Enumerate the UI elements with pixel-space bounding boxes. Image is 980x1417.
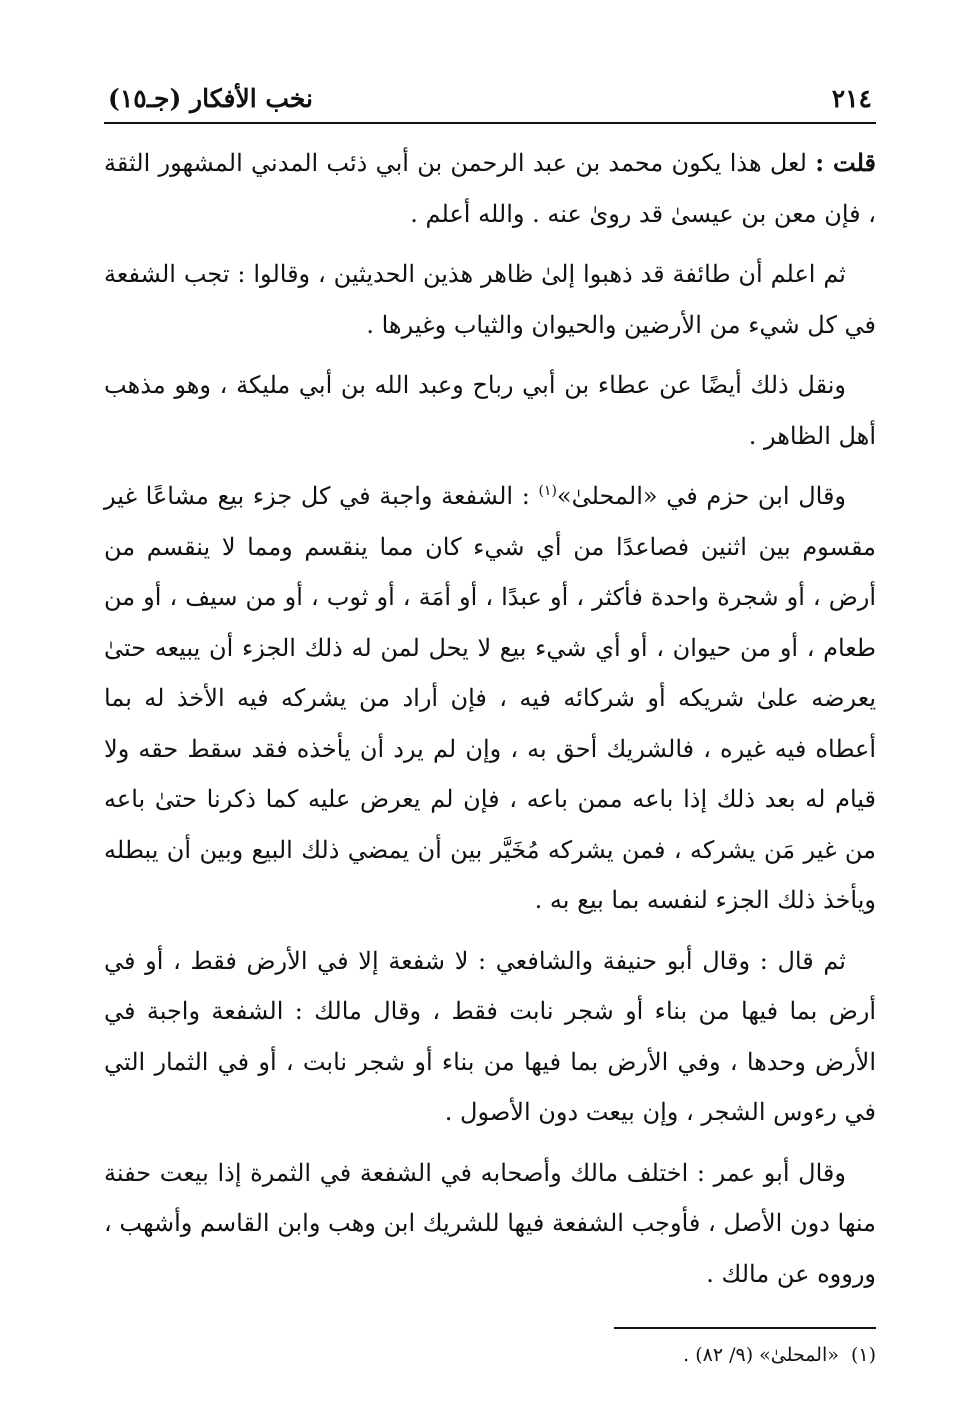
page-header <box>104 78 876 124</box>
paragraph-text: لعل هذا يكون محمد بن عبد الرحمن بن أبي ذئب المدني المشهور الثقة ، فإن معن بن عيسىٰ قد روىٰ عنه . والله أعلم . <box>104 149 876 228</box>
paragraph-4 <box>104 471 876 926</box>
paragraph-5: ثم قال : وقال أبو حنيفة والشافعي : لا شفعة إلا في الأرض فقط ، أو في أرض بما فيها من بناء أو شجر نابت فقط ، وقال مالك : الشفعة واجبة في الأرض وحدها ، وفي الأرض بما فيها من بناء أو شجر نابت ، أو في الثمار التي في رءوس الشجر ، وإن بيعت دون الأصول . <box>104 946 876 1126</box>
document-page <box>104 78 876 1378</box>
paragraph-text: وقال ابن حزم في «المحلىٰ» <box>556 482 847 510</box>
paragraph-3: ونقل ذلك أيضًا عن عطاء بن أبي رباح وعبد الله بن أبي مليكة ، وهو مذهب أهل الظاهر . <box>104 371 876 450</box>
footnote-reference: (١) <box>538 483 557 499</box>
footnote <box>104 1341 876 1369</box>
paragraph-1 <box>104 138 876 239</box>
paragraph-6: وقال أبو عمر : اختلف مالك وأصحابه في الشفعة في الثمرة إذا بيعت حفنة منها دون الأصل ، فأوجب الشفعة فيها للشريك ابن وهب وابن القاسم وأشهب ، ورووه عن مالك . <box>104 1158 876 1288</box>
book-title: نخب الأفكار (جـ١٥) <box>108 84 314 113</box>
footnote-text: «المحلىٰ» (٩/ ٨٢) . <box>683 1344 839 1366</box>
paragraph-2: ثم اعلم أن طائفة قد ذهبوا إلىٰ ظاهر هذين الحديثين ، وقالوا : تجب الشفعة في كل شيء من الأرضين والحيوان والثياب وغيرها . <box>104 260 876 339</box>
page-number: ٢١٤ <box>831 84 872 113</box>
footnote-divider <box>614 1327 876 1329</box>
footnote-marker: (١) <box>850 1344 876 1366</box>
main-text <box>104 138 876 1299</box>
paragraph-text: : الشفعة واجبة في كل جزء بيع مشاعًا غير مقسوم بين اثنين فصاعدًا من أي شيء كان مما ينقسم ومما لا ينقسم من أرض ، أو شجرة واحدة فأكثر ، أو عبدًا ، أو أمَة ، أو ثوب ، أو من سيف ، أو من طعام ، أو من حيوان ، أو أي شيء بيع لا يحل لمن له ذلك الجزء أن يبيعه حتىٰ يعرضه علىٰ شريكه أو شركائه فيه ، فإن أراد من يشركه فيه الأخذ له بما أعطاه فيه غيره ، فالشريك أحق به ، وإن لم يرد أن يأخذه فقد سقط حقه ولا قيام له بعد ذلك إذا باعه ممن باعه ، فإن لم يعرض عليه كما ذكرنا حتىٰ باعه من غير مَن يشركه ، فمن يشركه مُخَيَّر بين أن يمضي ذلك البيع وبين أن يبطله ويأخذ ذلك الجزء لنفسه بما بيع به . <box>104 482 876 914</box>
paragraph-lead: قلت : <box>815 148 877 177</box>
